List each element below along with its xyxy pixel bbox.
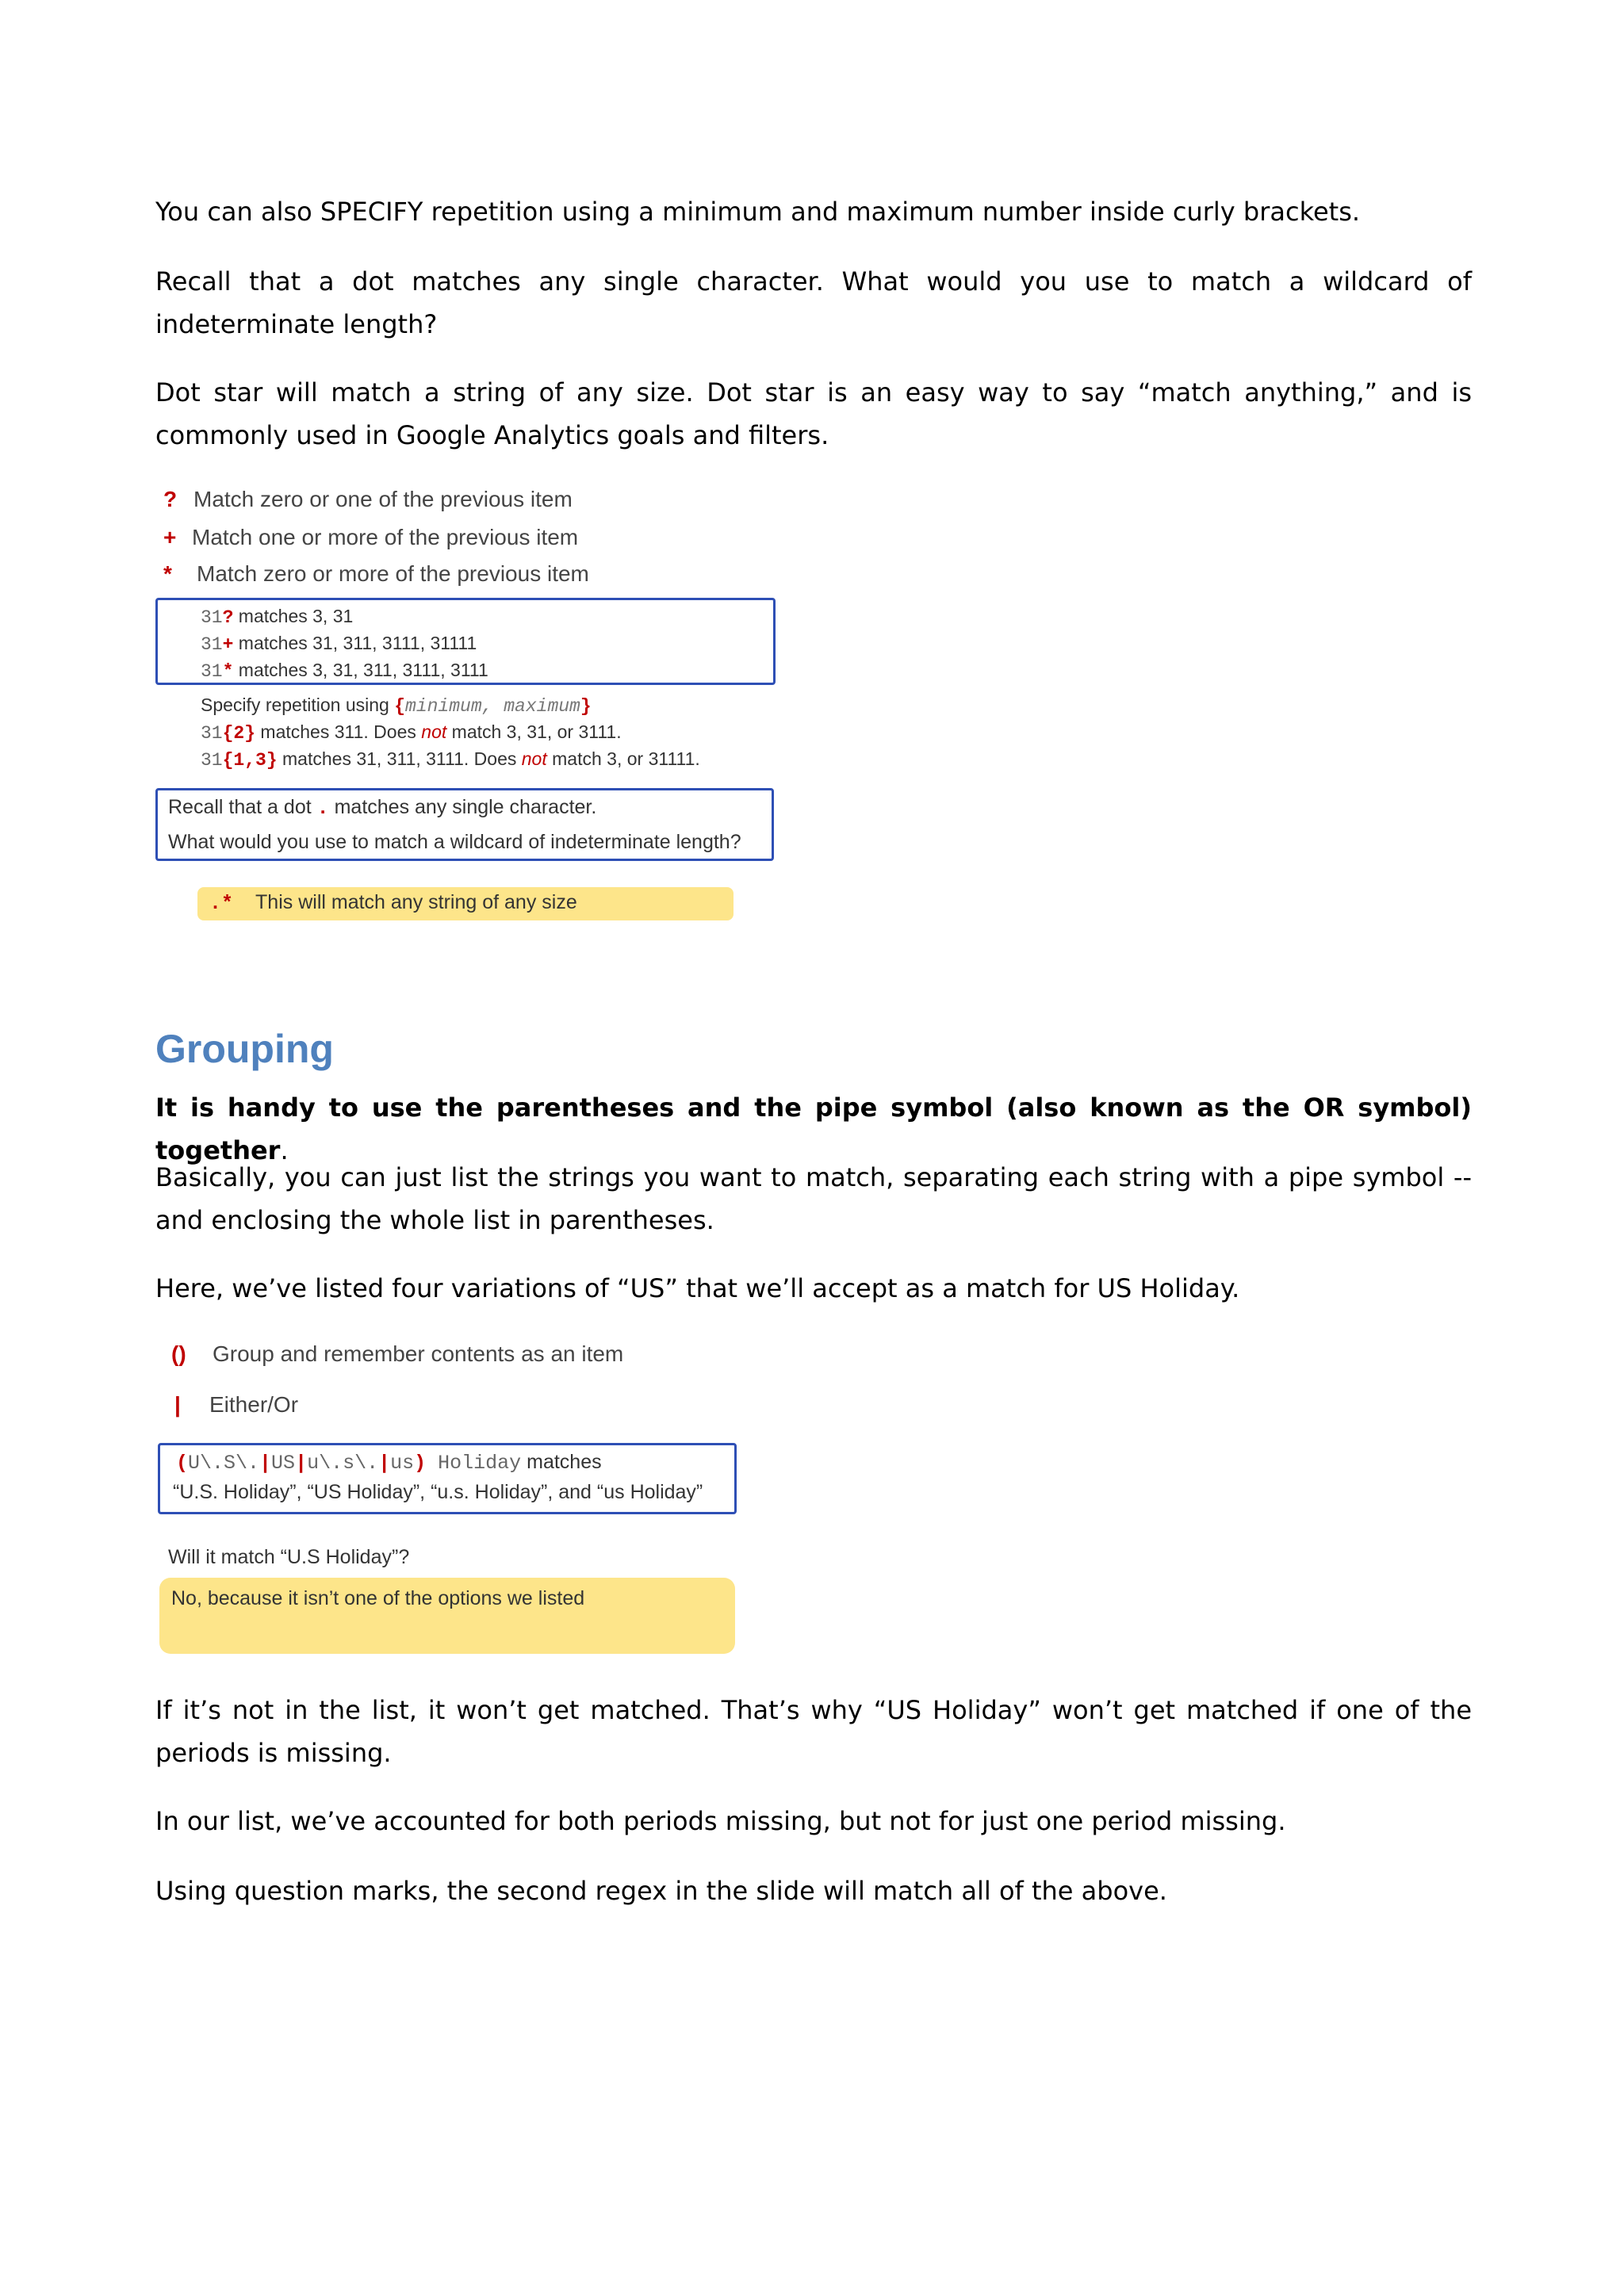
example-text: matches 3, 31, 311, 3111, 3111 <box>233 660 488 680</box>
regex-matches-list: “U.S. Holiday”, “US Holiday”, “u.s. Holiday”, and “us Holiday” <box>173 1481 703 1503</box>
paren-open: ( <box>176 1452 189 1475</box>
answer-text: This will match any string of any size <box>255 891 577 913</box>
rule-plus <box>163 525 578 550</box>
paragraph-pipe-list: Basically, you can just list the strings you want to match, separating each string with a pipe symbol -- and enclosing the whole list in parentheses. <box>155 1162 1472 1235</box>
example-text: matches 31, 311, 3111, 31111 <box>233 633 477 653</box>
example-operator: {1,3} <box>222 750 278 771</box>
pipe-symbol: | <box>378 1452 391 1475</box>
paragraph-periods-missing: In our list, we’ve accounted for both periods missing, but not for just one period missing. <box>155 1806 1286 1836</box>
paragraph-not-in-list: If it’s not in the list, it won’t get matched. That’s why “US Holiday” won’t get matched if one of the periods is missing. <box>155 1695 1472 1768</box>
example-question <box>201 606 353 628</box>
not-emphasis: not <box>421 721 447 742</box>
recall-text: Recall that a dot <box>168 796 317 818</box>
parentheses-symbol: () <box>171 1341 186 1366</box>
example-text: match 3, or 31111. <box>546 748 700 769</box>
paragraph-question-marks: Using question marks, the second regex in the slide will match all of the above. <box>155 1876 1167 1906</box>
specify-args: minimum, maximum <box>405 696 580 717</box>
example-operator: + <box>222 634 234 655</box>
recall-line <box>168 796 596 820</box>
specify-example-1 <box>201 721 622 744</box>
example-text: match 3, 31, or 3111. <box>446 721 622 742</box>
example-code: 31 <box>201 723 223 744</box>
star-symbol: * <box>163 561 172 586</box>
rule-text: Match one or more of the previous item <box>192 525 579 549</box>
dot-symbol: . <box>316 797 329 820</box>
or-rule <box>174 1392 298 1418</box>
grouping-intro-bold: It is handy to use the parentheses and the pipe symbol (also known as the OR symbol) together <box>155 1093 1472 1165</box>
example-code: 31 <box>201 607 223 628</box>
example-code: 31 <box>201 661 223 682</box>
grouping-intro-end: . <box>280 1135 289 1165</box>
paren-close: ) <box>414 1452 427 1475</box>
match-question: Will it match “U.S Holiday”? <box>168 1546 410 1568</box>
paragraph-recall-dot: Recall that a dot matches any single character. What would you use to match a wildcard of indeterminate length? <box>155 266 1472 339</box>
regex-option: us <box>390 1452 415 1475</box>
regex-matches: matches <box>521 1451 602 1473</box>
not-emphasis: not <box>521 748 547 769</box>
dot-star-answer <box>209 891 577 915</box>
pipe-symbol: | <box>259 1452 272 1475</box>
group-rule-text: Group and remember contents as an item <box>213 1341 624 1366</box>
example-text: matches 311. Does <box>255 721 422 742</box>
brace-open: { <box>394 696 406 717</box>
example-operator: ? <box>222 607 234 628</box>
star-symbol: * <box>221 892 234 915</box>
question-mark-symbol: ? <box>163 487 178 511</box>
example-text: matches 31, 311, 3111. Does <box>277 748 522 769</box>
regex-option: U\.S\. <box>188 1452 260 1475</box>
example-star <box>201 660 488 682</box>
group-rule <box>171 1341 623 1367</box>
example-code: 31 <box>201 750 223 771</box>
pipe-symbol: | <box>174 1392 181 1417</box>
regex-option: u\.s\. <box>307 1452 379 1475</box>
recall-text: matches any single character. <box>328 796 597 818</box>
example-operator: {2} <box>222 723 256 744</box>
plus-symbol: + <box>163 525 177 549</box>
brace-close: } <box>580 696 592 717</box>
rule-star <box>163 561 589 587</box>
specify-line <box>201 695 592 717</box>
specify-label: Specify repetition using <box>201 695 395 715</box>
regex-holiday: Holiday <box>426 1452 522 1475</box>
regex-line <box>176 1451 602 1475</box>
specify-example-2 <box>201 748 700 771</box>
rule-question-mark <box>163 487 573 512</box>
paragraph-dot-star: Dot star will match a string of any size. Dot star is an easy way to say “match anything,” and is commonly used in Google Analytics goals and filters. <box>155 377 1472 450</box>
rule-text: Match zero or one of the previous item <box>193 487 573 511</box>
or-rule-text: Either/Or <box>209 1392 299 1417</box>
paragraph-specify-repetition: You can also SPECIFY repetition using a minimum and maximum number inside curly brackets. <box>155 197 1361 227</box>
rule-text: Match zero or more of the previous item <box>197 561 589 586</box>
dot-symbol: . <box>209 892 222 915</box>
grouping-heading: Grouping <box>155 1027 334 1071</box>
match-answer: No, because it isn’t one of the options we listed <box>171 1587 585 1609</box>
example-text: matches 3, 31 <box>233 606 354 626</box>
recall-question: What would you use to match a wildcard of indeterminate length? <box>168 831 741 853</box>
pipe-symbol: | <box>295 1452 308 1475</box>
example-operator: * <box>222 661 234 682</box>
regex-option: US <box>271 1452 296 1475</box>
example-code: 31 <box>201 634 223 655</box>
paragraph-us-variations: Here, we’ve listed four variations of “US” that we’ll accept as a match for US Holiday. <box>155 1273 1240 1303</box>
example-plus <box>201 633 477 655</box>
